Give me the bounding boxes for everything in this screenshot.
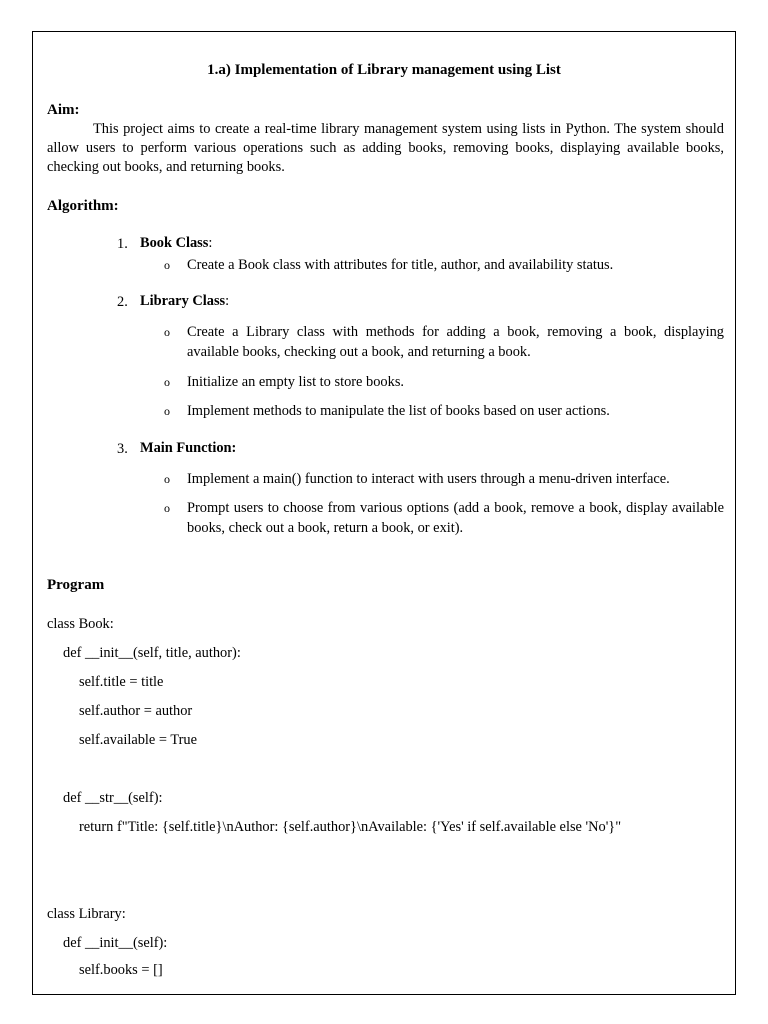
bullet-text: Implement methods to manipulate the list of books based on user actions. [187,403,610,419]
bullet-text: Initialize an empty list to store books. [187,374,405,390]
bullet-icon: o [164,404,170,418]
bullet-icon: o [164,375,170,389]
aim-heading: Aim: [47,102,80,118]
bullet-text: Create a Book class with attributes for title, author, and availability status. [187,257,614,273]
list-number: 2. [117,294,128,310]
list-item-title: Book Class: [140,235,213,251]
program-heading: Program [47,577,105,593]
bullet-icon: o [164,325,170,339]
code-line: class Book: [47,616,114,632]
code-line: def __str__(self): [63,790,163,806]
bullet-text: Create a Library class with methods for adding a book, removing a book, displaying available books, checking out a book, and returning a book. [187,324,724,360]
code-line: self.available = True [79,732,198,748]
aim-paragraph [47,120,724,177]
bullet-text: Implement a main() function to interact with users through a menu-driven interface. [187,471,670,487]
bullet-icon: o [164,501,170,515]
bullet-icon: o [164,472,170,486]
bullet-icon: o [164,258,170,272]
code-line: self.title = title [79,674,164,690]
algorithm-heading: Algorithm: [47,198,119,214]
bullet-text: Prompt users to choose from various options (add a book, remove a book, display available books, check out a book, return a book, or exit). [187,500,724,536]
aim-text: This project aims to create a real-time library management system using lists in Python. The system should allow users to perform various operations such as adding books, removing books, displaying available books, checking out books, and returning books. [47,121,724,175]
code-line: self.author = author [79,703,193,719]
list-item-title: Main Function: [140,440,237,456]
code-line: class Library: [47,906,126,922]
code-line: return f"Title: {self.title}\nAuthor: {self.author}\nAvailable: {'Yes' if self.available else 'No'}" [79,819,622,835]
list-number: 3. [117,441,128,457]
code-line: def __init__(self, title, author): [63,645,241,661]
document-title: 1.a) Implementation of Library management using List [207,62,561,78]
code-line: self.books = [] [79,962,163,978]
list-item-title: Library Class: [140,293,230,309]
code-line: def __init__(self): [63,935,168,951]
list-number: 1. [117,236,128,252]
